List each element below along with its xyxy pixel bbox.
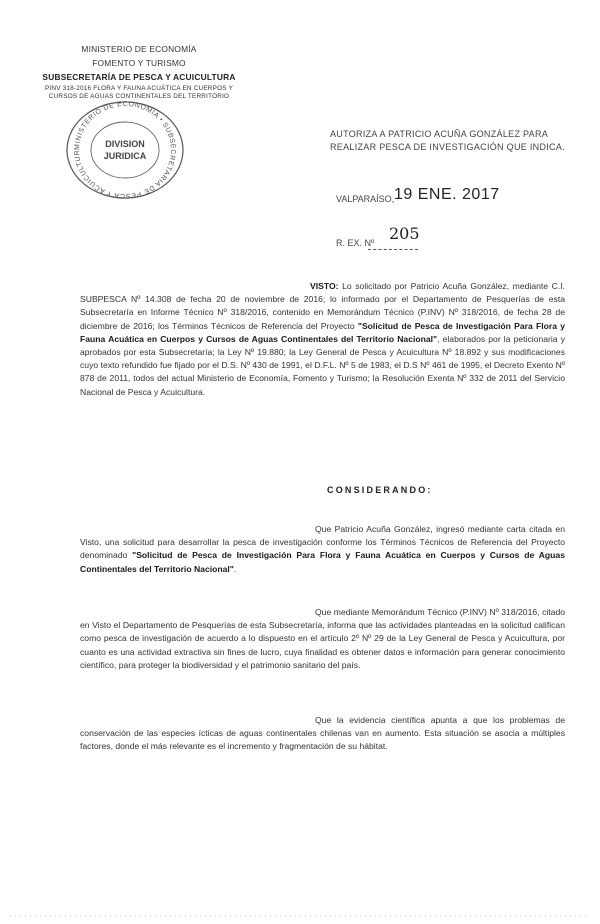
visto-paragraph bbox=[80, 280, 565, 399]
considerando-1-text-1: Que Patricio Acuña González, ingresó mediante carta citada en Visto, una solicitud para desarrollar la pesca de investigación conforme los Términos Técnicos de Referencia del Proyecto denominado bbox=[80, 524, 565, 561]
date-value: 19 ENE. 2017 bbox=[394, 186, 500, 203]
visto-text-1: Lo solicitado por Patricio Acuña González, mediante C.I. SUBPESCA Nº 14.308 de fecha 20 de noviembre de 2016; lo informado por el Departamento de Pesquerías de esta Subsecretaría en Informe Técnico Nº 318/2016, contenido en Memorándum Técnico (P.INV) Nº 318/2016, de fecha 28 de diciembre de 2016; los Términos Técnicos de Referencia del Proyecto bbox=[80, 281, 565, 331]
considerando-3-text: Que la evidencia científica apunta a que los problemas de conservación de las especies ícticas de aguas continentales chilenas van en aumento. Esta situación se asocia a múltiples factores, donde el más relevante es el incremento y fragmentación de su hábitat. bbox=[80, 715, 565, 752]
considerando-1-text-2: . bbox=[233, 563, 237, 574]
stamp-line1: DIVISION bbox=[105, 139, 145, 149]
rex-label: R. EX. Nº bbox=[336, 238, 375, 248]
ministry-subtitle: FOMENTO Y TURISMO bbox=[92, 58, 186, 68]
considerando-2-text: Que mediante Memorándum Técnico (P.INV) Nº 318/2016, citado en Visto el Departamento de Pesquerías de esta Subsecretaría, informa que las actividades planteadas en la solicitud califican como pesca de investigación de acuerdo a lo dispuesto en el artículo 2º Nº 29 de la Ley General de Pesca y Acuicultura, por cuanto es una actividad extractiva sin fines de lucro, cuya finalidad es obtener datos e información para generar conocimiento científico, para proteger la biodiversidad y el patrimonio sanitario del país. bbox=[80, 607, 565, 670]
subject-line2: REALIZAR PESCA DE INVESTIGACIÓN QUE INDICA. bbox=[330, 142, 565, 152]
visto-project-title: "Solicitud de Pesca de Investigación Para Flora y Fauna Acuática en Cuerpos y Cursos de Aguas Continentales del Territorio Nacional" bbox=[80, 320, 566, 344]
considerando-1-project-title: "Solicitud de Pesca de Investigación Para Flora y Fauna Acuática en Cuerpos y Cursos de Aguas Continentales del Territorio Nacional" bbox=[80, 550, 565, 574]
subsecretaria-name: SUBSECRETARÍA DE PESCA Y ACUICULTURA bbox=[42, 72, 236, 82]
considerando-2 bbox=[80, 606, 565, 672]
ministry-name: MINISTERIO DE ECONOMÍA bbox=[81, 44, 197, 54]
visto-text-2: , elaborados por la peticionaria y aprobados por esta Subsecretaría; la Ley Nº 19.880; la Ley General de Pesca y Acuicultura Nº 18.892 y sus modificaciones cuyo texto refundido fue fijado por el D.S. Nº 430 de 1991, el D.F.L. Nº 5 de 1983, el D.S Nº 461 de 1995, el Decreto Exento Nº 878 de 2011, todos del actual Ministerio de Economía, Fomento y Turismo; la Resolución Exenta Nº 332 de 2011 del Servicio Nacional de Pesca y Acuicultura. bbox=[80, 333, 565, 397]
subject-line1: AUTORIZA A PATRICIO ACUÑA GONZÁLEZ PARA bbox=[330, 129, 549, 139]
considerando-heading: CONSIDERANDO: bbox=[327, 485, 433, 495]
resolution-subject bbox=[330, 128, 570, 154]
considerando-3 bbox=[80, 714, 565, 754]
visto-label: VISTO: bbox=[310, 281, 339, 291]
project-ref-line1: PINV 318-2016 FLORA Y FAUNA ACUÁTICA EN CUERPOS Y bbox=[44, 85, 234, 92]
considerando-1 bbox=[80, 523, 565, 576]
stamp-line2: JURIDICA bbox=[103, 151, 147, 161]
rex-number: 205 bbox=[389, 224, 420, 243]
project-ref-line2: CURSOS DE AGUAS CONTINENTALES DEL TERRITORIO bbox=[48, 93, 230, 100]
division-juridica-stamp bbox=[60, 100, 190, 200]
date-label: VALPARAÍSO, bbox=[336, 194, 395, 204]
scan-edge-marks bbox=[10, 906, 590, 912]
stamp-ring-text: MINISTERIO DE ECONOMIA • SUBSECRETARIA DE PESCA Y ACUICULTUR bbox=[73, 100, 177, 200]
